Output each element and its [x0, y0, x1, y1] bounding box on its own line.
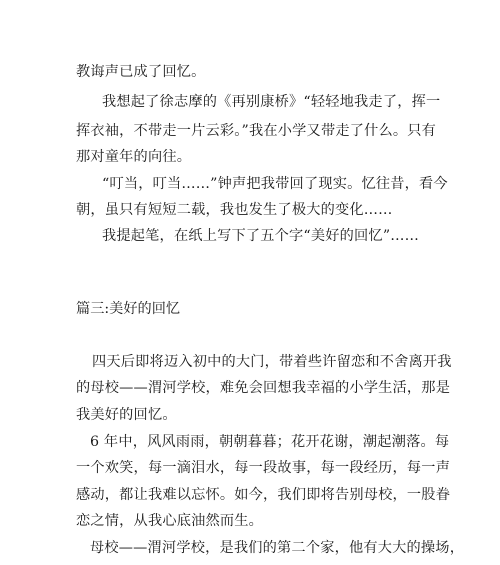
paragraph-line: 的母校——渭河学校，难免会回想我幸福的小学生活，那是 [76, 380, 451, 396]
paragraph-line: 感动，都让我难以忘怀。如今，我们即将告别母校，一股眷 [76, 487, 451, 503]
paragraph-line: 一个欢笑，每一滴泪水，每一段故事，每一段经历，每一声 [76, 460, 451, 476]
paragraph-line: 四天后即将迈入初中的大门，带着些许留恋和不舍离开我 [92, 354, 452, 370]
section-heading: 篇三:美好的回忆 [76, 301, 181, 317]
paragraph-line: 挥衣袖，不带走一片云彩。”我在小学又带走了什么。只有 [76, 123, 437, 139]
paragraph-line: 我美好的回忆。 [76, 407, 177, 423]
paragraph-line: 教诲声已成了回忆。 [76, 64, 206, 80]
paragraph-line: 6 年中，风风雨雨，朝朝暮暮；花开花谢，潮起潮落。每 [90, 434, 450, 450]
paragraph-line: “叮当，叮当……”钟声把我带回了现实。忆往昔，看今 [102, 176, 448, 192]
paragraph-line: 那对童年的向往。 [76, 149, 192, 165]
paragraph-line: 母校——渭河学校，是我们的第二个家，他有大大的操场， [90, 540, 465, 556]
paragraph-line: 我想起了徐志摩的《再别康桥》“轻轻地我走了，挥一 [102, 94, 441, 110]
paragraph-line: 我提起笔，在纸上写下了五个字“美好的回忆”…… [102, 228, 420, 244]
paragraph-line: 恋之情，从我心底油然而生。 [76, 513, 264, 529]
paragraph-line: 朝，虽只有短短二载，我也发生了极大的变化…… [76, 202, 393, 218]
